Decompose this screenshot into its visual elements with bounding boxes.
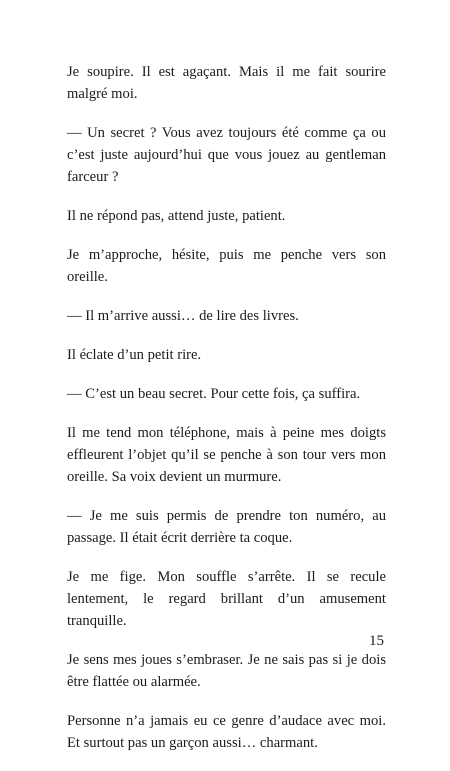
paragraph: — Un secret ? Vous avez toujours été comme ça ou c’est juste aujourd’hui que vous jouez au gentleman farceur ? — [67, 125, 386, 185]
paragraph: Je me fige. Mon souffle s’arrête. Il se recule lentement, le regard brillant d’un amusement tranquille. — [67, 569, 386, 629]
paragraph: — Je me suis permis de prendre ton numéro, au passage. Il était écrit derrière ta coque. — [67, 508, 386, 546]
page-number: 15 — [369, 633, 384, 649]
paragraph: Personne n’a jamais eu ce genre d’audace avec moi. Et surtout pas un garçon aussi… charmant. — [67, 713, 386, 751]
paragraph: Il ne répond pas, attend juste, patient. — [67, 208, 286, 224]
paragraph: — Il m’arrive aussi… de lire des livres. — [67, 308, 299, 324]
paragraph: — C’est un beau secret. Pour cette fois, ça suffira. — [67, 386, 361, 402]
paragraph: Je sens mes joues s’embraser. Je ne sais pas si je dois être flattée ou alarmée. — [67, 652, 386, 690]
paragraph: Il me tend mon téléphone, mais à peine mes doigts effleurent l’objet qu’il se penche à son tour vers mon oreille. Sa voix devient un murmure. — [67, 425, 386, 485]
paragraph: Je m’approche, hésite, puis me penche vers son oreille. — [67, 247, 386, 285]
paragraph: Il éclate d’un petit rire. — [67, 347, 202, 363]
paragraph: Je soupire. Il est agaçant. Mais il me fait sourire malgré moi. — [67, 64, 386, 102]
body-text — [67, 61, 386, 771]
